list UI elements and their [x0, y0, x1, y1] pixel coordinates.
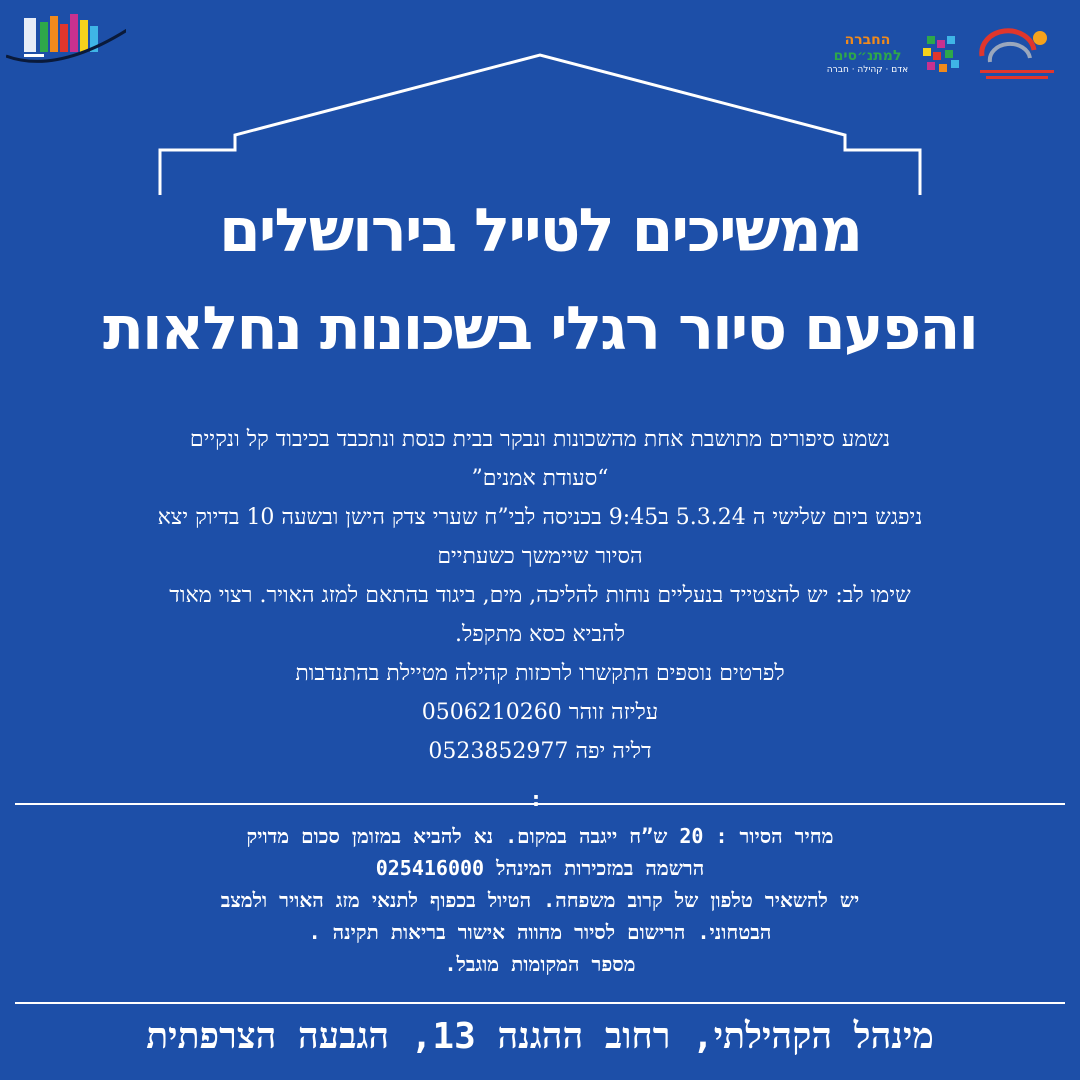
community-administration-logo	[972, 26, 1062, 86]
divider	[15, 1002, 1065, 1004]
society-name-line1: החברה	[844, 32, 891, 48]
body-line: הסיור שיימשך כשעתיים	[437, 544, 643, 569]
society-logo	[815, 30, 965, 85]
notice-line: מספר המקומות מוגבל.	[444, 952, 636, 976]
address-footer: מינהל הקהילתי, רחוב ההגנה 13, הגבעה הצרפתית	[146, 1016, 934, 1057]
jerusalem-municipality-logo	[6, 8, 126, 68]
headline-line-1: ממשיכים לטייל בירושלים	[218, 196, 862, 266]
society-tagline: אדם · קהילה · חברה	[826, 65, 909, 75]
notice-line: הבטחוני. הרישום לסיור מהווה אישור בריאות תקינה .	[308, 920, 772, 944]
headline-line-2: והפעם סיור רגלי בשכונות נחלאות	[102, 294, 978, 364]
body-line: להביא כסא מתקפל.	[454, 622, 626, 647]
contact-line: דליה יפה 0523852977	[428, 739, 652, 764]
contact-line: עליזה זוהר 0506210260	[421, 700, 659, 725]
notice-line: מחיר הסיור : 20 ש”ח ייגבה במקום. נא להביא במזומן סכום מדויק	[246, 824, 834, 848]
tour-description	[0, 420, 1080, 771]
body-line: “סעודת אמנים”	[471, 466, 609, 491]
notice-line: יש להשאיר טלפון של קרוב משפחה. הטיול בכפוף לתנאי מזג האויר ולמצב	[220, 888, 860, 912]
body-line: לפרטים נוספים התקשרו לרכזות קהילה מטיילת בהתנדבות	[295, 661, 785, 686]
notice-line: הרשמה במזכירות המינהל 025416000	[375, 856, 705, 880]
body-line: שימו לב: יש להצטייד בנעליים נוחות להליכה, מים, ביגוד בהתאם למזג האויר. רצוי מאוד	[169, 583, 911, 608]
registration-notice	[0, 820, 1080, 980]
society-name-line2: למתנ״סים	[833, 48, 902, 64]
divider	[15, 803, 1065, 805]
separator-colon: :	[532, 787, 540, 811]
body-line: נשמע סיפורים מתושבת אחת מהשכונות ונבקר בבית כנסת ונתכבד בכיבוד קל ונקיים	[189, 427, 891, 452]
body-line: ניפגש ביום שלישי ה 5.3.24 ב9:45 בכניסה לבי”ח שערי צדק הישן ובשעה 10 בדיוק יצא	[157, 505, 923, 530]
